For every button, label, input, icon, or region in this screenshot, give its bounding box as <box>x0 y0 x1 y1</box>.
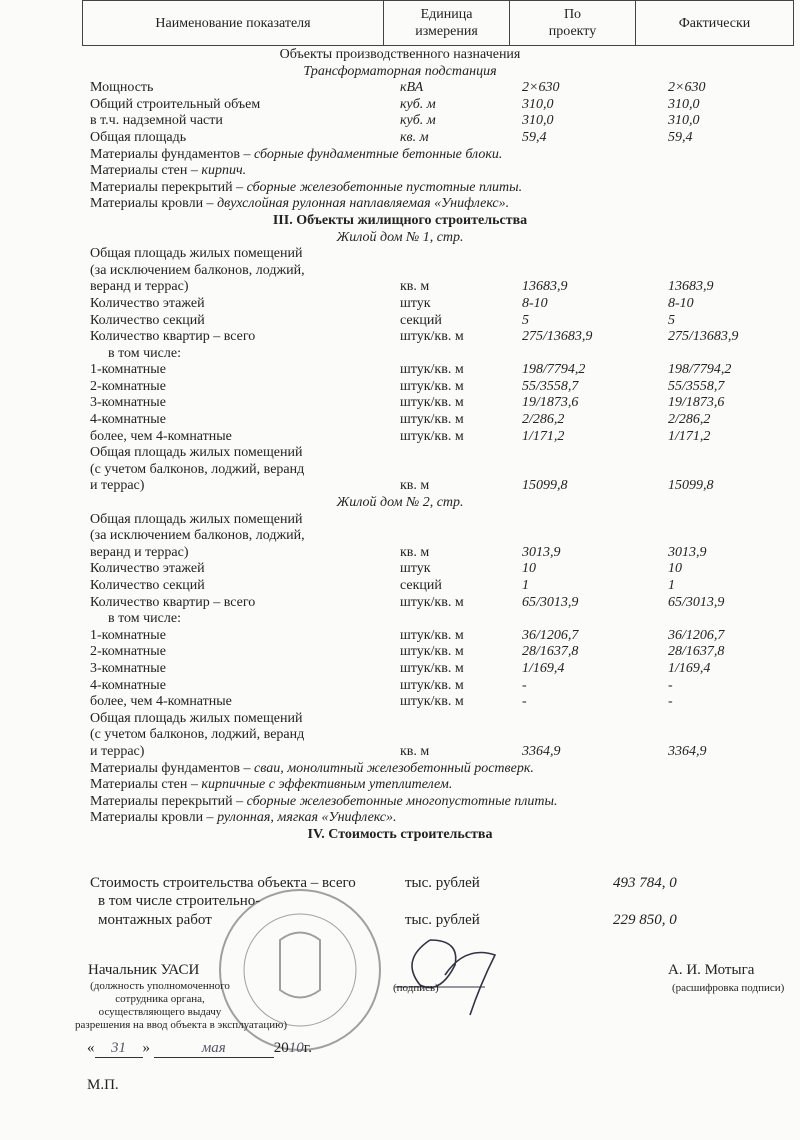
unit-cell: штук/кв. м <box>400 362 464 378</box>
indicator-label: 2-комнатные <box>90 378 166 394</box>
indicator-label: в том числе: <box>108 611 181 627</box>
header-project: По проекту <box>510 1 636 46</box>
indicator-label: Количество секций <box>90 578 205 593</box>
cost-total-value: 493 784, 0 <box>613 875 677 891</box>
cost-total-label: Стоимость строительства объекта – всего <box>90 875 356 891</box>
header-actual: Фактически <box>636 1 794 46</box>
document-line <box>0 761 800 778</box>
document-line <box>0 362 800 379</box>
indicator-label: 3-комнатные <box>90 660 166 676</box>
section-heading: Объекты производственного назначения <box>279 47 521 62</box>
unit-cell: штук/кв. м <box>400 660 464 676</box>
materials-value: кирпичные с эффективным утеплителем. <box>201 777 453 793</box>
document-line <box>0 180 800 197</box>
project-value: 19/1873,6 <box>522 395 579 411</box>
unit-cell: куб. м <box>400 113 436 129</box>
document-body <box>0 47 800 844</box>
indicator-label: (за исключением балконов, лоджий, <box>90 528 305 544</box>
indicator-label: Общая площадь жилых помещений <box>90 445 303 461</box>
header-unit: Единица измерения <box>384 1 510 46</box>
actual-value: 3013,9 <box>668 544 707 560</box>
cost-smr-unit: тыс. рублей <box>405 912 480 928</box>
materials-line <box>90 761 534 778</box>
actual-value: - <box>668 677 673 693</box>
document-line <box>0 230 800 247</box>
document-line <box>0 429 800 446</box>
project-value: 59,4 <box>522 129 547 145</box>
document-line <box>0 64 800 81</box>
header-table <box>82 0 794 46</box>
materials-line <box>90 196 509 213</box>
document-line <box>0 644 800 661</box>
unit-cell: кв. м <box>400 279 430 295</box>
materials-label: Материалы фундаментов – <box>90 146 255 162</box>
document-line <box>0 495 800 512</box>
document-line <box>0 163 800 180</box>
indicator-label: Количество секций <box>90 312 205 328</box>
document-line <box>0 694 800 711</box>
unit-cell: штук/кв. м <box>400 594 464 610</box>
materials-value: кирпич. <box>201 163 247 179</box>
actual-value: 5 <box>668 312 675 328</box>
project-value: - <box>522 694 527 710</box>
indicator-label: 1-комнатные <box>90 362 166 378</box>
document-line <box>0 545 800 562</box>
unit-cell: штук <box>400 295 431 311</box>
seal-place: М.П. <box>87 1077 119 1093</box>
unit-cell: штук/кв. м <box>400 412 464 428</box>
materials-value: сваи, монолитный железобетонный ростверк. <box>254 760 534 776</box>
project-value: - <box>522 677 527 693</box>
materials-value: сборные фундаментные бетонные блоки. <box>254 146 503 162</box>
materials-line <box>90 147 502 164</box>
document-line <box>0 628 800 645</box>
project-value: 8-10 <box>522 295 548 311</box>
document-line <box>0 196 800 213</box>
materials-label: Материалы стен – <box>90 777 202 793</box>
section-heading: Жилой дом № 2, стр. <box>336 495 464 511</box>
project-value: 2/286,2 <box>522 412 565 428</box>
cost-smr-label-1: в том числе строительно- <box>98 893 261 909</box>
document-line <box>0 395 800 412</box>
unit-cell: штук/кв. м <box>400 395 464 411</box>
section-heading: Жилой дом № 1, стр. <box>336 229 464 245</box>
unit-cell: секций <box>400 578 442 593</box>
actual-value: 1/171,2 <box>668 428 711 444</box>
date-line: « 31 » мая 2010г. <box>87 1040 312 1056</box>
indicator-label: (за исключением балконов, лоджий, <box>90 262 305 278</box>
cost-total-unit: тыс. рублей <box>405 875 480 891</box>
actual-value: 65/3013,9 <box>668 594 725 610</box>
unit-cell: штук <box>400 561 431 577</box>
document-line <box>0 329 800 346</box>
indicator-label: более, чем 4-комнатные <box>90 694 232 710</box>
indicator-label: и террас) <box>90 743 145 759</box>
document-line <box>0 113 800 130</box>
actual-value: 275/13683,9 <box>668 329 739 345</box>
materials-label: Материалы фундаментов – <box>90 760 255 776</box>
unit-cell: кв. м <box>400 129 429 145</box>
indicator-label: 2-комнатные <box>90 644 166 660</box>
document-line <box>0 296 800 313</box>
document-line <box>0 47 800 64</box>
indicator-label: Количество этажей <box>90 295 205 311</box>
unit-cell: секций <box>400 312 442 328</box>
document-line <box>0 595 800 612</box>
document-line <box>0 512 800 529</box>
indicator-label: более, чем 4-комнатные <box>90 428 232 444</box>
indicator-label: и террас) <box>90 478 145 494</box>
document-line <box>0 777 800 794</box>
indicator-label: Количество квартир – всего <box>90 329 256 345</box>
project-value: 1/171,2 <box>522 428 565 444</box>
document-line <box>0 727 800 744</box>
section-heading: Трансформаторная подстанция <box>303 63 497 79</box>
document-line <box>0 147 800 164</box>
materials-line <box>90 163 246 180</box>
document-line <box>0 445 800 462</box>
document-line <box>0 711 800 728</box>
project-value: 10 <box>522 561 536 577</box>
project-value: 310,0 <box>522 113 554 129</box>
materials-label: Материалы кровли – <box>90 810 218 826</box>
indicator-label: веранд и террас) <box>90 544 189 560</box>
project-value: 2×630 <box>522 80 560 96</box>
document-line <box>0 412 800 429</box>
signer-name: А. И. Мотыга <box>668 962 755 978</box>
actual-value: 3364,9 <box>668 743 707 759</box>
document-line <box>0 561 800 578</box>
unit-cell: кВА <box>400 80 424 96</box>
project-value: 13683,9 <box>522 279 568 295</box>
indicator-label: Общая площадь жилых помещений <box>90 246 303 262</box>
unit-cell: кв. м <box>400 743 430 759</box>
materials-line <box>90 794 558 811</box>
document-line <box>0 379 800 396</box>
actual-value: 310,0 <box>668 96 700 112</box>
indicator-label: 3-комнатные <box>90 395 166 411</box>
actual-value: 19/1873,6 <box>668 395 725 411</box>
project-value: 55/3558,7 <box>522 378 579 394</box>
actual-value: 15099,8 <box>668 478 714 494</box>
indicator-label: Мощность <box>90 80 154 96</box>
document-line <box>0 661 800 678</box>
project-value: 1 <box>522 578 529 593</box>
document-line <box>0 611 800 628</box>
materials-value: рулонная, мягкая «Унифлекс». <box>217 810 397 826</box>
indicator-label: Общий строительный объем <box>90 96 261 112</box>
indicator-label: Общая площадь жилых помещений <box>90 710 303 726</box>
actual-value: 59,4 <box>668 129 693 145</box>
unit-cell: штук/кв. м <box>400 677 464 693</box>
project-value: 3364,9 <box>522 743 561 759</box>
actual-value: 2/286,2 <box>668 412 711 428</box>
project-value: 65/3013,9 <box>522 594 579 610</box>
header-indicator: Наименование показателя <box>83 1 384 46</box>
document-line <box>0 528 800 545</box>
indicator-label: (с учетом балконов, лоджий, веранд <box>90 727 305 743</box>
project-value: 36/1206,7 <box>522 627 579 643</box>
cost-smr-value: 229 850, 0 <box>613 912 677 928</box>
project-value: 3013,9 <box>522 544 561 560</box>
document-line <box>0 578 800 595</box>
indicator-label: в том числе: <box>108 345 181 361</box>
actual-value: 2×630 <box>668 80 706 96</box>
materials-label: Материалы кровли – <box>90 196 218 212</box>
actual-value: 55/3558,7 <box>668 378 725 394</box>
actual-value: 1/169,4 <box>668 660 711 676</box>
materials-value: сборные железобетонные многопустотные плиты. <box>246 793 558 809</box>
signer-name-note: (расшифровка подписи) <box>672 982 785 994</box>
document-line <box>0 279 800 296</box>
unit-cell: куб. м <box>400 96 436 112</box>
actual-value: 28/1637,8 <box>668 644 725 660</box>
signature-icon <box>395 940 495 1015</box>
document-line <box>0 130 800 147</box>
actual-value: 10 <box>668 561 682 577</box>
indicator-label: Количество квартир – всего <box>90 594 256 610</box>
document-line <box>0 246 800 263</box>
document-line <box>0 827 800 844</box>
document-line <box>0 478 800 495</box>
project-value: 198/7794,2 <box>522 362 586 378</box>
actual-value: 36/1206,7 <box>668 627 725 643</box>
unit-cell: штук/кв. м <box>400 378 464 394</box>
materials-label: Материалы перекрытий – <box>90 793 247 809</box>
indicator-label: Количество этажей <box>90 561 205 577</box>
document-line <box>0 810 800 827</box>
indicator-label: 4-комнатные <box>90 677 166 693</box>
materials-line <box>90 180 522 197</box>
actual-value: - <box>668 694 673 710</box>
project-value: 275/13683,9 <box>522 329 593 345</box>
document-line <box>0 462 800 479</box>
document-line <box>0 80 800 97</box>
unit-cell: штук/кв. м <box>400 428 464 444</box>
indicator-label: Общая площадь <box>90 129 187 145</box>
unit-cell: штук/кв. м <box>400 329 464 345</box>
project-value: 28/1637,8 <box>522 644 579 660</box>
indicator-label: в т.ч. надземной части <box>90 113 223 129</box>
document-line <box>0 313 800 330</box>
section-heading: IV. Стоимость строительства <box>307 826 493 842</box>
actual-value: 8-10 <box>668 295 694 311</box>
document-line <box>0 346 800 363</box>
project-value: 1/169,4 <box>522 660 565 676</box>
indicator-label: веранд и террас) <box>90 279 189 295</box>
unit-cell: штук/кв. м <box>400 694 464 710</box>
materials-line <box>90 777 452 794</box>
signer-position-note: (должность уполномоченного сотрудника органа, осуществляющего выдачу разрешения на ввод объекта в эксплуатацию) <box>75 980 287 1031</box>
unit-cell: штук/кв. м <box>400 644 464 660</box>
indicator-label: Общая площадь жилых помещений <box>90 511 303 527</box>
document-line <box>0 97 800 114</box>
indicator-label: (с учетом балконов, лоджий, веранд <box>90 461 305 477</box>
document-line <box>0 678 800 695</box>
section-heading: III. Объекты жилищного строительства <box>272 212 528 228</box>
document-line <box>0 744 800 761</box>
unit-cell: штук/кв. м <box>400 627 464 643</box>
materials-label: Материалы перекрытий – <box>90 179 247 195</box>
unit-cell: кв. м <box>400 544 430 560</box>
signer-position: Начальник УАСИ <box>88 962 200 978</box>
unit-cell: кв. м <box>400 478 430 494</box>
indicator-label: 1-комнатные <box>90 627 166 643</box>
materials-value: двухслойная рулонная наплавляемая «Унифлекс». <box>217 196 510 212</box>
actual-value: 13683,9 <box>668 279 714 295</box>
document-line <box>0 213 800 230</box>
actual-value: 310,0 <box>668 113 700 129</box>
cost-smr-label-2: монтажных работ <box>98 912 212 928</box>
materials-label: Материалы стен – <box>90 163 202 179</box>
document-line <box>0 794 800 811</box>
actual-value: 198/7794,2 <box>668 362 732 378</box>
indicator-label: 4-комнатные <box>90 412 166 428</box>
project-value: 15099,8 <box>522 478 568 494</box>
materials-value: сборные железобетонные пустотные плиты. <box>246 179 523 195</box>
actual-value: 1 <box>668 578 675 593</box>
signature-note: (подпись) <box>393 982 439 994</box>
project-value: 310,0 <box>522 96 554 112</box>
materials-line <box>90 810 397 827</box>
project-value: 5 <box>522 312 529 328</box>
document-line <box>0 263 800 280</box>
